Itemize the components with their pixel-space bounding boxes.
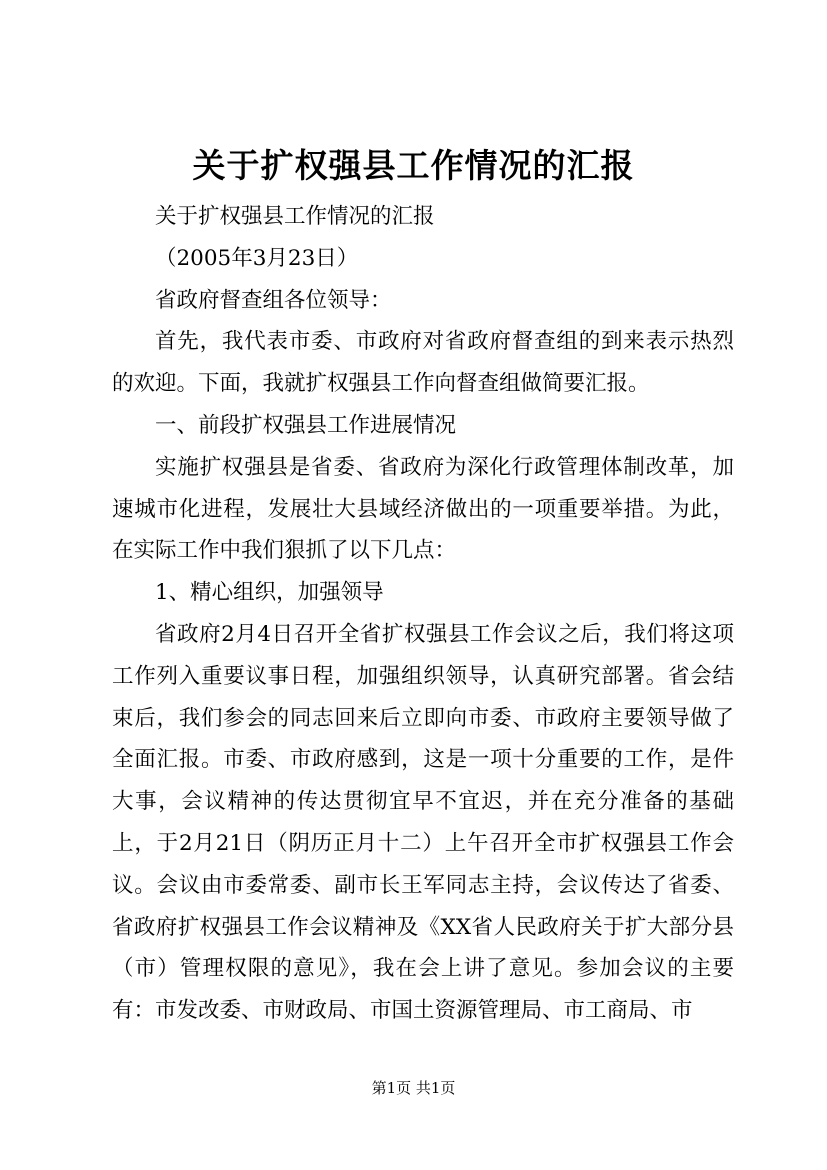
paragraph-subtitle: 关于扩权强县工作情况的汇报	[155, 204, 435, 229]
page-footer: 第1页 共1页	[371, 1079, 456, 1097]
document-body	[112, 196, 734, 1032]
section-heading-1: 一、前段扩权强县工作进展情况	[155, 412, 457, 438]
subsection-heading-1: 1、精心组织，加强领导	[155, 580, 384, 606]
paragraph-date: （2005年3月23日）	[155, 245, 359, 271]
document-title: 关于扩权强县工作情况的汇报	[192, 146, 635, 185]
paragraph-welcome: 首先，我代表市委、市政府对省政府督查组的到来表示热烈的欢迎。下面，我就扩权强县工作向督查组做简要汇报。	[112, 329, 734, 397]
paragraph-details: 省政府2月4日召开全省扩权强县工作会议之后，我们将这项工作列入重要议事日程，加强组织领导，认真研究部署。省会结束后，我们参会的同志回来后立即向市委、市政府主要领导做了全面汇报。市委、市政府感到，这是一项十分重要的工作，是件大事，会议精神的传达贯彻宜早不宜迟，并在充分准备的基础上，于2月21日（阴历正月十二）上午召开全市扩权强县工作会议。会议由市委常委、副市长王军同志主持，会议传达了省委、省政府扩权强县工作会议精神及《XX省人民政府关于扩大部分县（市）管理权限的意见》，我在会上讲了意见。参加会议的主要有：市发改委、市财政局、市国土资源管理局、市工商局、市	[112, 621, 734, 1024]
paragraph-salutation: 省政府督查组各位领导：	[155, 287, 392, 313]
paragraph-intro: 实施扩权强县是省委、省政府为深化行政管理体制改革，加速城市化进程，发展壮大县域经济做出的一项重要举措。为此，在实际工作中我们狠抓了以下几点：	[112, 454, 734, 564]
